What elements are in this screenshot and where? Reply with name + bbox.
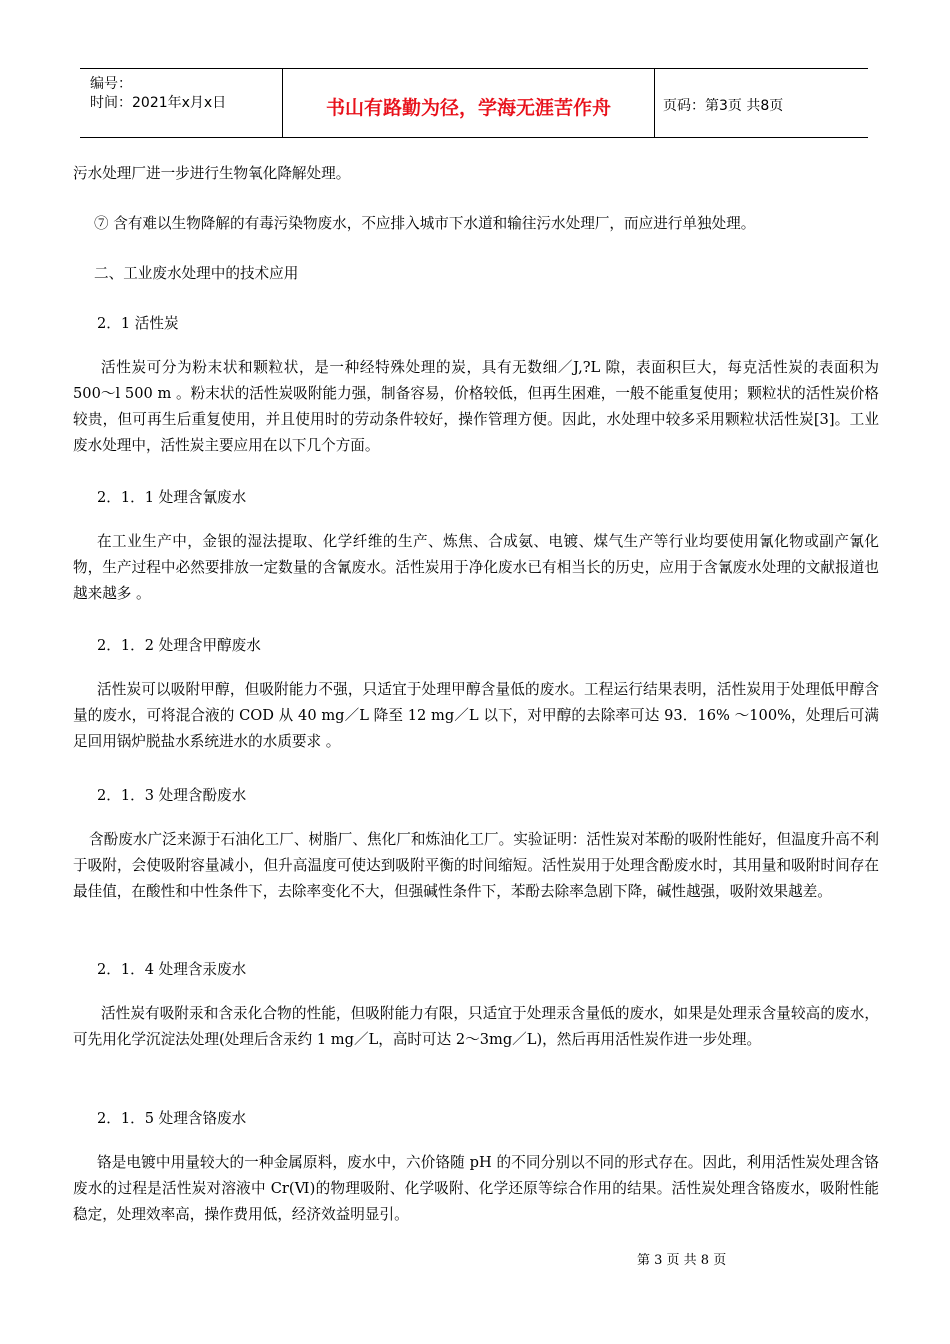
subsection-heading-2-1-2: 2．1．2 处理含甲醇废水 [97, 637, 261, 654]
header-page-cell [655, 69, 868, 137]
header-motto-cell [283, 69, 655, 137]
subsection-heading-2-1-3: 2．1．3 处理含酚废水 [97, 787, 247, 804]
document-time-label: 时间：2021年x月x日 [90, 95, 227, 111]
subsection-heading-2-1-1: 2．1．1 处理含氰废水 [97, 489, 247, 506]
paragraph-item-7: ⑦ 含有难以生物降解的有毒污染物废水，不应排入城市下水道和输往污水处理厂，而应进行单独处理。 [94, 215, 756, 232]
header-meta-cell [80, 69, 283, 137]
paragraph-2-1: 活性炭可分为粉末状和颗粒状，是一种经特殊处理的炭，具有无数细／J,?L 隙，表面积巨大，每克活性炭的表面积为 500～l 500 m 。粉末状的活性炭吸附能力强，制备容易，价格较低，但再生困难，一般不能重复使用；颗粒状的活性炭价格较贵，但可再生后重复使用，并且使用时的劳动条件较好，操作管理方便。因此，水处理中较多采用颗粒状活性炭[3]。工业废水处理中，活性炭主要应用在以下几个方面。 [73, 359, 879, 454]
subsection-heading-2-1-5: 2．1．5 处理含铬废水 [97, 1110, 247, 1127]
paragraph-2-1-2: 活性炭可以吸附甲醇，但吸附能力不强，只适宜于处理甲醇含量低的废水。工程运行结果表明，活性炭用于处理低甲醇含量的废水，可将混合液的 COD 从 40 mg／L 降至 12 mg／L 以下，对甲醇的去除率可达 93．16% ～100%，处理后可满足回用锅炉脱盐水系统进水的水质要求 。 [73, 681, 879, 750]
paragraph-2-1-3: 含酚废水广泛来源于石油化工厂、树脂厂、焦化厂和炼油化工厂。实验证明：活性炭对苯酚的吸附性能好，但温度升高不利于吸附，会使吸附容量减小，但升高温度可使达到吸附平衡的时间缩短。活性炭用于处理含酚废水时，其用量和吸附时间存在最佳值，在酸性和中性条件下，去除率变化不大，但强碱性条件下，苯酚去除率急剧下降，碱性越强，吸附效果越差。 [73, 831, 879, 900]
header-page-number: 页码：第3页 共8页 [663, 98, 784, 114]
paragraph-2-1-5: 铬是电镀中用量较大的一种金属原料，废水中，六价铬随 pH 的不同分别以不同的形式存在。因此，利用活性炭处理含铬废水的过程是活性炭对溶液中 Cr(Ⅵ)的物理吸附、化学吸附、化学还原等综合作用的结果。活性炭处理含铬废水，吸附性能稳定，处理效率高，操作费用低，经济效益明显引。 [73, 1154, 879, 1223]
paragraph-2-1-4: 活性炭有吸附汞和含汞化合物的性能，但吸附能力有限，只适宜于处理汞含量低的废水，如果是处理汞含量较高的废水，可先用化学沉淀法处理(处理后含汞约 1 mg／L，高时可达 2～3mg／L)，然后再用活性炭作进一步处理。 [73, 1005, 879, 1048]
paragraph-2-1-1: 在工业生产中，金银的湿法提取、化学纤维的生产、炼焦、合成氨、电镀、煤气生产等行业均要使用氰化物或副产氰化物，生产过程中必然要排放一定数量的含氰废水。活性炭用于净化废水已有相当长的历史，应用于含氰废水处理的文献报道也越来越多 。 [73, 533, 879, 602]
section-heading-2: 二、工业废水处理中的技术应用 [94, 265, 299, 282]
header-motto: 书山有路勤为径，学海无涯苦作舟 [325, 97, 611, 119]
subsection-heading-2-1-4: 2．1．4 处理含汞废水 [97, 961, 247, 978]
paragraph-continuation: 污水处理厂进一步进行生物氧化降解处理。 [73, 165, 351, 182]
document-number-label: 编号： [90, 76, 132, 92]
page-footer: 第 3 页 共 8 页 [637, 1253, 727, 1268]
page-header [80, 68, 868, 138]
subsection-heading-2-1: 2．1 活性炭 [97, 315, 179, 332]
